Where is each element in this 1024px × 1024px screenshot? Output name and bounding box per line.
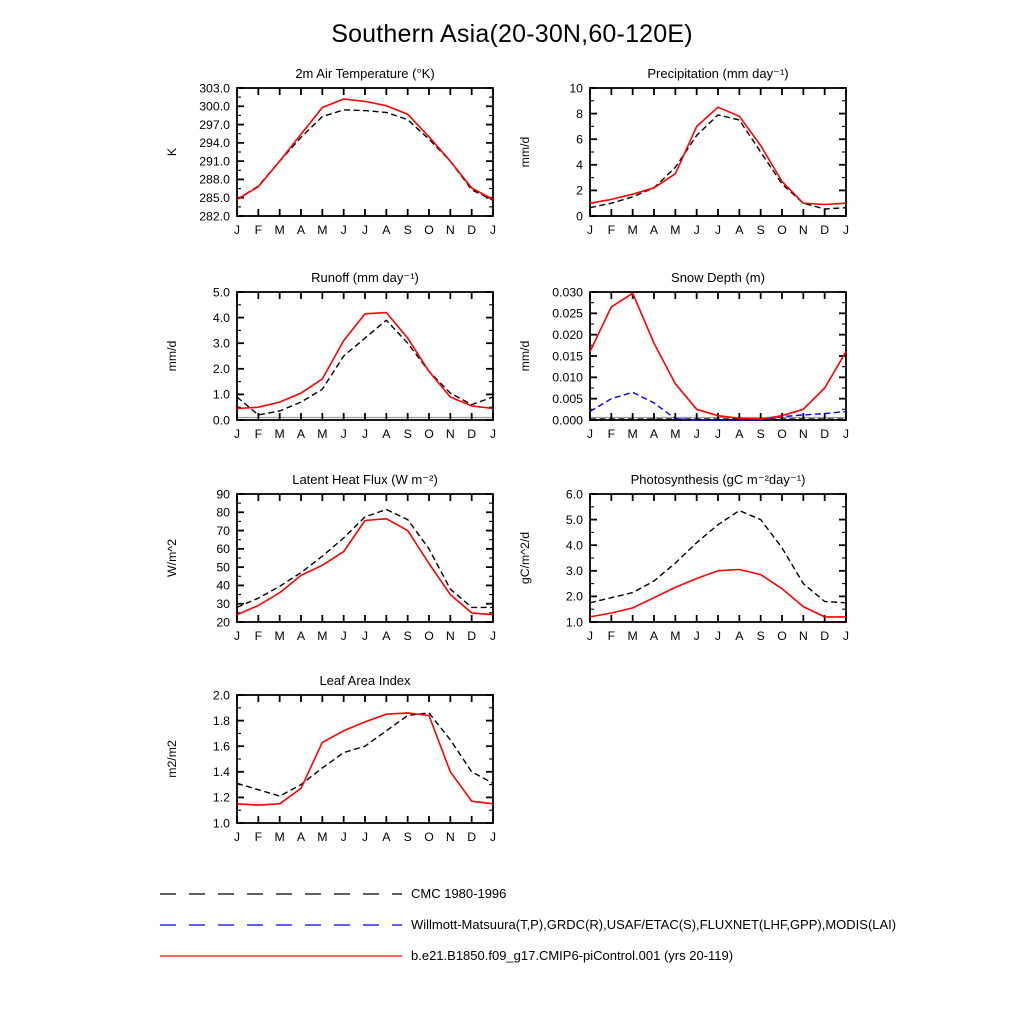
x-tick-label: J: [489, 629, 497, 643]
x-tick-label: M: [670, 223, 681, 237]
y-tick-label: 10: [569, 81, 583, 96]
y-tick-label: 1.2: [212, 790, 230, 805]
x-tick-label: M: [317, 629, 328, 643]
x-tick-label: J: [842, 629, 850, 643]
x-tick-label: F: [254, 427, 263, 441]
x-tick-label: S: [756, 427, 765, 441]
y-tick-label: 30: [216, 597, 230, 612]
x-tick-label: M: [274, 830, 285, 844]
series-model-line: [237, 519, 493, 615]
x-tick-label: J: [842, 223, 850, 237]
chart-precipitation: [503, 60, 863, 260]
x-tick-label: S: [403, 830, 412, 844]
y-tick-label: 20: [216, 615, 230, 630]
y-tick-label: 1.8: [212, 713, 230, 728]
x-tick-label: M: [317, 427, 328, 441]
chart-photosynthesis: [503, 466, 863, 666]
x-tick-label: N: [445, 427, 455, 441]
x-tick-label: A: [382, 427, 391, 441]
x-tick-label: D: [820, 629, 830, 643]
y-tick-label: 1.6: [212, 739, 230, 754]
y-tick-label: 60: [216, 542, 230, 557]
x-tick-label: S: [756, 223, 765, 237]
x-tick-label: M: [670, 629, 681, 643]
x-tick-label: O: [424, 427, 434, 441]
x-tick-label: A: [296, 629, 306, 643]
x-tick-label: A: [382, 830, 391, 844]
y-tick-label: 5.0: [565, 512, 583, 527]
y-tick-label: 3.0: [212, 336, 230, 351]
chart-title: Precipitation (mm day⁻¹): [647, 66, 789, 81]
series-model-line: [237, 99, 493, 200]
legend-item-obs-composite: [160, 909, 896, 940]
series-model-line: [237, 713, 493, 805]
x-tick-label: F: [607, 629, 616, 643]
x-tick-label: D: [467, 629, 477, 643]
y-tick-label: 297.0: [199, 117, 230, 132]
chart-canvas-leaf-area-index: [150, 667, 510, 867]
chart-title: Latent Heat Flux (W m⁻²): [292, 472, 438, 487]
x-tick-label: J: [693, 427, 700, 441]
series-model-line: [590, 107, 846, 204]
chart-leaf-area-index: [150, 667, 510, 867]
legend-line-blue-dashed: [160, 921, 402, 929]
x-tick-label: S: [403, 223, 412, 237]
series-obs-black-dashed-line: [237, 110, 493, 200]
figure-title: Southern Asia(20-30N,60-120E): [331, 20, 693, 48]
x-tick-label: O: [777, 427, 787, 441]
x-tick-label: F: [254, 629, 263, 643]
x-tick-label: A: [296, 223, 306, 237]
y-tick-label: 1.0: [212, 816, 230, 831]
y-tick-label: 0.0: [212, 413, 230, 428]
plot-frame: [237, 292, 493, 420]
x-tick-label: A: [649, 629, 659, 643]
y-tick-label: 0.025: [552, 306, 583, 321]
chart-air-temperature: [150, 60, 510, 260]
y-axis-label: mm/d: [518, 340, 532, 372]
x-tick-label: N: [798, 427, 808, 441]
legend-label: b.e21.B1850.f09_g17.CMIP6-piControl.001 (yrs 20-119): [411, 948, 734, 963]
y-axis-label: gC/m^2/d: [518, 531, 532, 585]
series-obs-black-dashed-line: [590, 511, 846, 603]
x-tick-label: J: [361, 629, 369, 643]
y-tick-label: 4.0: [212, 310, 230, 325]
y-tick-label: 1.4: [212, 765, 230, 780]
x-tick-label: D: [820, 223, 830, 237]
y-tick-label: 288.0: [199, 172, 230, 187]
y-tick-label: 282.0: [199, 209, 230, 224]
x-tick-label: J: [842, 427, 850, 441]
x-tick-label: J: [340, 223, 347, 237]
series-model-line: [590, 293, 846, 419]
x-tick-label: D: [820, 427, 830, 441]
x-tick-label: S: [403, 629, 412, 643]
x-tick-label: M: [274, 427, 285, 441]
x-tick-label: A: [735, 223, 744, 237]
x-tick-label: J: [233, 629, 241, 643]
x-tick-label: M: [274, 223, 285, 237]
y-tick-label: 0.010: [552, 370, 583, 385]
x-tick-label: J: [361, 830, 369, 844]
y-tick-label: 50: [216, 560, 230, 575]
y-axis-label: mm/d: [165, 340, 179, 372]
x-tick-label: A: [382, 629, 391, 643]
chart-canvas-precipitation: [503, 60, 863, 260]
y-axis-label: K: [165, 147, 179, 157]
legend-line-black-dashed: [160, 890, 402, 898]
x-tick-label: M: [274, 629, 285, 643]
x-tick-label: J: [693, 629, 700, 643]
x-tick-label: A: [296, 830, 306, 844]
y-tick-label: 90: [216, 487, 230, 502]
x-tick-label: J: [233, 830, 241, 844]
y-tick-label: 6.0: [565, 487, 583, 502]
series-obs-black-dashed-line: [237, 713, 493, 796]
x-tick-label: N: [798, 223, 808, 237]
x-tick-label: M: [670, 427, 681, 441]
x-tick-label: M: [627, 629, 638, 643]
x-tick-label: O: [777, 629, 787, 643]
chart-title: Photosynthesis (gC m⁻²day⁻¹): [630, 472, 806, 487]
y-tick-label: 5.0: [212, 285, 230, 300]
y-tick-label: 0.005: [552, 391, 583, 406]
y-tick-label: 4.0: [565, 538, 583, 553]
y-tick-label: 1.0: [565, 615, 583, 630]
chart-title: Runoff (mm day⁻¹): [311, 270, 419, 285]
x-tick-label: J: [693, 223, 700, 237]
chart-title: Snow Depth (m): [671, 270, 765, 285]
y-tick-label: 0.000: [552, 413, 583, 428]
y-tick-label: 294.0: [199, 136, 230, 151]
legend: [160, 878, 896, 971]
x-tick-label: N: [798, 629, 808, 643]
series-obs-black-dashed-line: [237, 320, 493, 415]
legend-item-model: [160, 940, 896, 971]
y-tick-label: 40: [216, 578, 230, 593]
x-tick-label: J: [586, 223, 594, 237]
x-tick-label: J: [489, 223, 497, 237]
y-axis-label: mm/d: [518, 136, 532, 168]
chart-latent-heat-flux: [150, 466, 510, 666]
y-tick-label: 3.0: [565, 564, 583, 579]
chart-title: 2m Air Temperature (°K): [295, 66, 435, 81]
x-tick-label: D: [467, 223, 477, 237]
x-tick-label: J: [489, 830, 497, 844]
x-tick-label: J: [340, 830, 347, 844]
x-tick-label: J: [340, 629, 347, 643]
plot-frame: [590, 494, 846, 622]
x-tick-label: D: [467, 427, 477, 441]
plot-frame: [237, 494, 493, 622]
x-tick-label: F: [607, 427, 616, 441]
legend-line-red-solid: [160, 952, 402, 960]
x-tick-label: J: [714, 427, 722, 441]
series-obs-black-dashed-line: [237, 510, 493, 608]
x-tick-label: F: [254, 830, 263, 844]
y-tick-label: 285.0: [199, 191, 230, 206]
chart-runoff: [150, 264, 510, 464]
x-tick-label: N: [445, 223, 455, 237]
x-tick-label: O: [777, 223, 787, 237]
x-tick-label: S: [756, 629, 765, 643]
x-tick-label: A: [296, 427, 306, 441]
series-model-line: [237, 313, 493, 409]
y-tick-label: 4: [576, 158, 583, 173]
y-tick-label: 70: [216, 523, 230, 538]
x-tick-label: A: [382, 223, 391, 237]
chart-canvas-runoff: [150, 264, 510, 464]
legend-label: CMC 1980-1996: [411, 886, 507, 901]
plot-frame: [590, 292, 846, 420]
y-tick-label: 2.0: [565, 589, 583, 604]
x-tick-label: J: [586, 427, 594, 441]
x-tick-label: D: [467, 830, 477, 844]
x-tick-label: J: [340, 427, 347, 441]
chart-title: Leaf Area Index: [319, 673, 411, 688]
x-tick-label: F: [254, 223, 263, 237]
y-tick-label: 291.0: [199, 154, 230, 169]
chart-canvas-latent-heat-flux: [150, 466, 510, 666]
x-tick-label: O: [424, 223, 434, 237]
x-tick-label: A: [735, 427, 744, 441]
x-tick-label: J: [361, 223, 369, 237]
y-tick-label: 1.0: [212, 387, 230, 402]
x-tick-label: O: [424, 830, 434, 844]
x-tick-label: M: [317, 223, 328, 237]
y-tick-label: 2: [576, 183, 583, 198]
y-tick-label: 0.015: [552, 349, 583, 364]
x-tick-label: N: [445, 830, 455, 844]
x-tick-label: F: [607, 223, 616, 237]
x-tick-label: J: [233, 223, 241, 237]
x-tick-label: N: [445, 629, 455, 643]
x-tick-label: J: [586, 629, 594, 643]
x-tick-label: S: [403, 427, 412, 441]
chart-snow-depth: [503, 264, 863, 464]
y-tick-label: 80: [216, 505, 230, 520]
chart-canvas-snow-depth: [503, 264, 863, 464]
y-tick-label: 0.030: [552, 285, 583, 300]
x-tick-label: M: [627, 223, 638, 237]
y-tick-label: 2.0: [212, 688, 230, 703]
x-tick-label: J: [489, 427, 497, 441]
y-axis-label: m2/m2: [165, 740, 179, 778]
x-tick-label: M: [317, 830, 328, 844]
y-tick-label: 0.020: [552, 327, 583, 342]
y-tick-label: 2.0: [212, 362, 230, 377]
x-tick-label: A: [649, 223, 659, 237]
y-tick-label: 0: [576, 209, 583, 224]
x-tick-label: A: [735, 629, 744, 643]
y-tick-label: 8: [576, 106, 583, 121]
legend-label: Willmott-Matsuura(T,P),GRDC(R),USAF/ETAC(S),FLUXNET(LHF,GPP),MODIS(LAI): [411, 917, 897, 932]
y-tick-label: 303.0: [199, 81, 230, 96]
x-tick-label: A: [649, 427, 659, 441]
legend-item-cmc: [160, 878, 896, 909]
plot-frame: [237, 88, 493, 216]
x-tick-label: O: [424, 629, 434, 643]
x-tick-label: J: [233, 427, 241, 441]
y-axis-label: W/m^2: [165, 539, 179, 577]
y-tick-label: 6: [576, 132, 583, 147]
chart-canvas-photosynthesis: [503, 466, 863, 666]
x-tick-label: J: [361, 427, 369, 441]
chart-canvas-air-temperature: [150, 60, 510, 260]
x-tick-label: J: [714, 223, 722, 237]
x-tick-label: J: [714, 629, 722, 643]
x-tick-label: M: [627, 427, 638, 441]
y-tick-label: 300.0: [199, 99, 230, 114]
